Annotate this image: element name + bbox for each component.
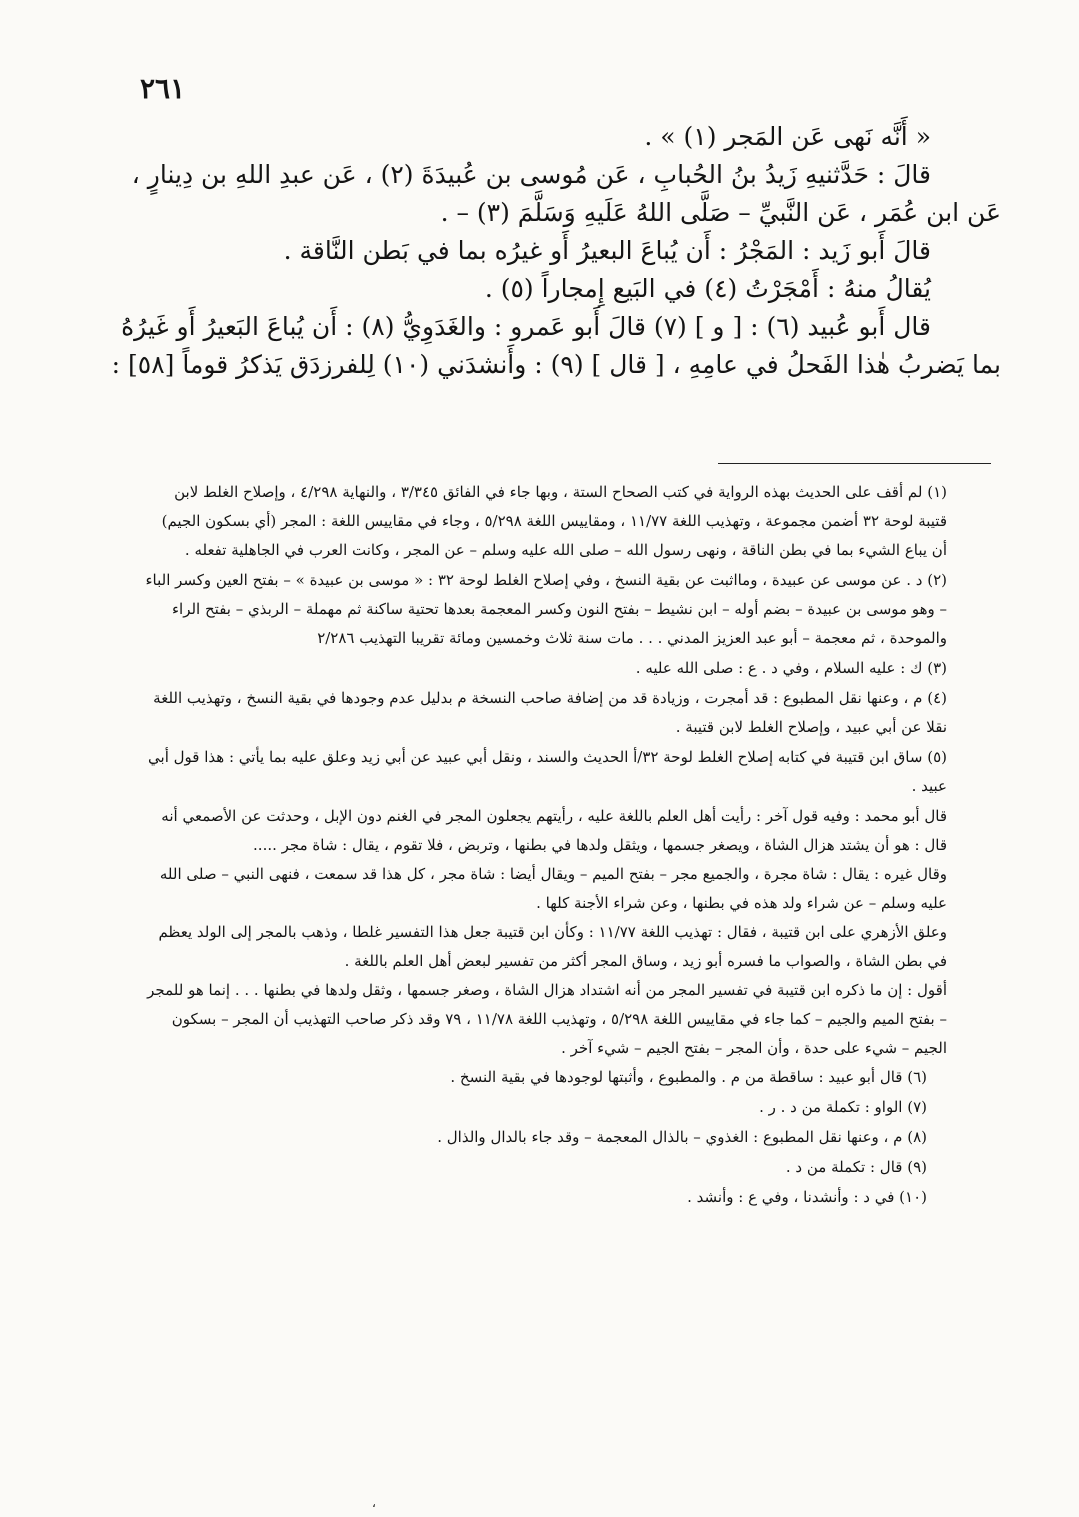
footnote: (٦) قال أبو عبيد : ساقطة من م . والمطبوع ، وأثبتها لوجودها في بقية النسخ .: [450, 1068, 927, 1086]
footnote-separator: [718, 463, 991, 464]
footnote: (٨) م ، وعنها نقل المطبوع : الغذوي – بالذال المعجمة – وقد جاء بالدال والذال .: [437, 1128, 927, 1146]
main-line: قالَ أَبو زَيد : المَجْرُ : أَن يُباعَ البعيرُ أَو غيرُه بما في بَطن النَّاقة .: [283, 236, 931, 265]
footnote-paragraph: وعلق الأزهري على ابن قتيبة ، فقال : تهذيب اللغة ١١/٧٧ : وكأن ابن قتيبة جعل هذا التفسير غلطا ، وذهب بالمجر إلى الولد يعظم في بطن الشاة ، والصواب ما فسره أبو زيد ، وساق المجر أكثر من تفسير لبعض أهل العلم باللغة .: [158, 923, 947, 970]
footnote-paragraph: أقول : إن ما ذكره ابن قتيبة في تفسير المجر من أنه اشتداد هزال الشاة ، وصغر جسمها ، وثقل ولدها في بطنها . . . إنما هو للمجر – بفتح الميم والجيم – كما جاء في مقاييس اللغة ٥/٢٩٨ ، وتهذيب اللغة ١١/٧٨ ، ٧٩ وقد ذكر صاحب التهذيب أن المجر – بسكون الجيم – شيء على حدة ، وأن المجر – بفتح الجيم – شيء آخر .: [147, 981, 947, 1057]
footnote: (٤) م ، وعنها نقل المطبوع : قد أمجرت ، وزيادة قد من إضافة صاحب النسخة م بدليل عدم وجودها في بقية النسخ ، وتهذيب اللغة نقلا عن أبي عبيد ، وإصلاح الغلط لابن قتيبة .: [153, 689, 947, 736]
main-line: عَن ابن عُمَر ، عَن النَّبيِّ – صَلَّى اللهُ عَلَيهِ وَسَلَّمَ (٣) – .: [440, 198, 1001, 227]
main-line: بما يَضربُ هٰذا الفَحلُ في عامِهِ ، [ قال ] (٩) : وأَنشدَني (١٠) لِلفرزدَق يَذكرُ قوماً [٥٨] :: [111, 350, 1001, 379]
footnote: (٣) ك : عليه السلام ، وفي د . ع : صلى الله عليه .: [635, 659, 947, 677]
page-number: ٢٦١: [140, 72, 186, 105]
main-line: قال أَبو عُبيد (٦) : [ و ] (٧) قالَ أَبو عَمرو : والغَدَوِيُّ (٨) : أَن يُباعَ البَعيرُ أَو غَيرُهُ: [121, 312, 931, 341]
main-text: [111, 118, 1001, 384]
footnote-paragraph: وقال غيره : يقال : شاة مجرة ، والجميع مجر – بفتح الميم – ويقال أيضا : شاة مجر ، كل هذا قد سمعت ، فنهى النبي – صلى الله عليه وسلم – عن شراء ولد هذه في بطنها ، وعن شراء الأجنة كلها .: [159, 865, 947, 912]
footnote: (٩) قال : تكملة من د .: [785, 1158, 927, 1176]
footnote: (٢) د . عن موسى عن عبيدة ، ومااثبت عن بقية النسخ ، وفي إصلاح الغلط لوحة ٣٢ : « موسى بن عبيدة » – بفتح العين وكسر الباء – وهو موسى بن عبيدة – بضم أوله – ابن نشيط – بفتح النون وكسر المعجمة بعدها تحتية ساكنة ثم مهملة – الربذي – بفتح الراء والموحدة ، ثم معجمة – أبو عبد العزيز المدني . . . مات سنة ثلاث وخمسين ومائة تقريبا التهذيب ٢/٢٨٦: [145, 571, 947, 647]
stray-mark: ،: [372, 1496, 376, 1510]
footnote: (١٠) في د : وأنشدنا ، وفي ع : وأنشد .: [687, 1188, 927, 1206]
footnotes: [142, 478, 987, 1213]
main-line: قالَ : حَدَّثنيهِ زَيدُ بنُ الحُبابِ ، عَن مُوسى بن عُبيدَةَ (٢) ، عَن عبدِ اللهِ بن دِينارٍ ،: [131, 160, 931, 189]
footnote: (٥) ساق ابن قتيبة في كتابه إصلاح الغلط لوحة ٣٢/أ الحديث والسند ، ونقل أبي عبيد عن أبي زيد وعلق عليه بما يأتي : هذا قول أبي عبيد .: [148, 748, 947, 795]
main-line: يُقالُ منهُ : أَمْجَرْتُ (٤) في البَيع إِمجاراً (٥) .: [484, 274, 931, 303]
main-line: « أَنَّه نَهى عَن المَجر (١) » .: [644, 122, 931, 151]
footnote: (١) لم أقف على الحديث بهذه الرواية في كتب الصحاح الستة ، وبها جاء في الفائق ٣/٣٤٥ ، والنهاية ٤/٢٩٨ ، وإصلاح الغلط لابن قتيبة لوحة ٣٢ أضمن مجموعة ، وتهذيب اللغة ١١/٧٧ ، ومقاييس اللغة ٥/٢٩٨ ، وجاء في مقاييس اللغة : المجر (أي بسكون الجيم) أن يباع الشيء بما في بطن الناقة ، ونهى رسول الله – صلى الله عليه وسلم – عن المجر ، وكانت العرب في الجاهلية تفعله .: [161, 483, 947, 559]
footnote-paragraph: قال أبو محمد : وفيه قول آخر : رأيت أهل العلم باللغة عليه ، رأيتهم يجعلون المجر في الغنم دون الإبل ، وحدثت عن الأصمعي أنه قال : هو أن يشتد هزال الشاة ، ويصغر جسمها ، ويثقل ولدها في بطنها ، وتربض ، فلا تقوم ، يقال : شاة مجر .....: [161, 807, 947, 854]
footnote: (٧) الواو : تكملة من د . ر .: [759, 1098, 927, 1116]
